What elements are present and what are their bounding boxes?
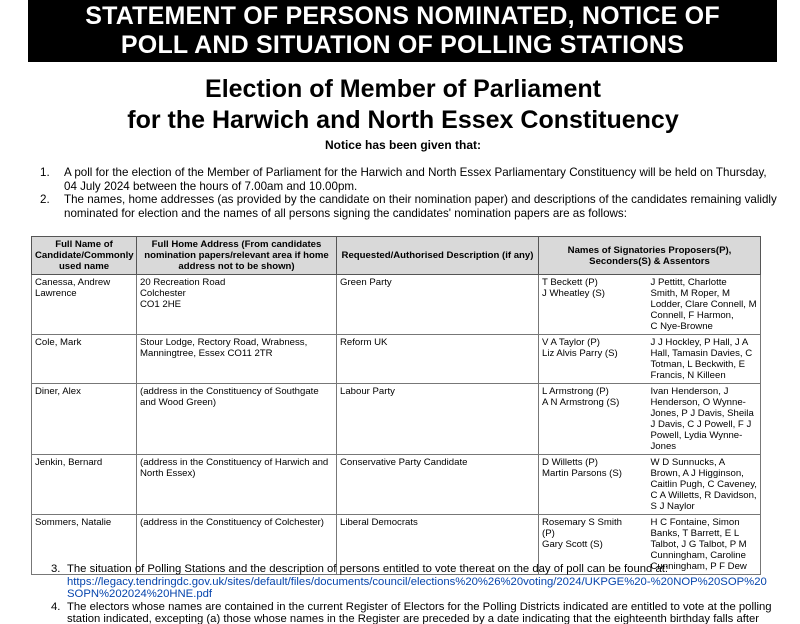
cell-description: Labour Party [337, 384, 539, 455]
cell-proposers-seconders [539, 335, 645, 384]
cell-assentors-line: H C Fontaine, Simon [650, 517, 740, 528]
cell-proposers-seconders-line: A N Armstrong (S) [542, 397, 620, 408]
header-signatories: Names of Signatories Proposers(P), Seconders(S) & Assentors [539, 237, 761, 275]
cell-proposers-seconders [539, 275, 645, 335]
cell-proposers-seconders-line: V A Taylor (P) [542, 337, 600, 348]
cell-home-address-line: CO1 2HE [140, 299, 182, 310]
cell-proposers-seconders-line: (P) [542, 528, 555, 539]
cell-proposers-seconders-line: Liz Alvis Parry (S) [542, 348, 618, 359]
title-line-1: Election of Member of Parliament [205, 75, 601, 103]
polling-stations-text: The situation of Polling Stations and the description of persons entitled to vote thereat on the day of poll can be found at: [67, 563, 669, 575]
item-number: 4. [51, 600, 61, 613]
cell-candidate-name [32, 384, 137, 455]
cell-description: Liberal Democrats [337, 515, 539, 575]
item-text [67, 563, 786, 601]
cell-home-address-line: (address in the Constituency of Southgate [140, 386, 319, 397]
cell-proposers-seconders [539, 384, 645, 455]
cell-home-address [137, 335, 337, 384]
cell-assentors-line: J Pettitt, Charlotte [650, 277, 727, 288]
cell-proposers-seconders-line: Rosemary S Smith [542, 517, 622, 528]
cell-home-address-line: Colchester [140, 288, 186, 299]
cell-home-address [137, 384, 337, 455]
cell-assentors-line: Brown, A J Higginson, [650, 468, 744, 479]
cell-description: Green Party [337, 275, 539, 335]
cell-proposers-seconders-line: Martin Parsons (S) [542, 468, 622, 479]
table-row [32, 335, 761, 384]
cell-assentors-line: Banks, T Barrett, E L [650, 528, 740, 539]
header-candidate-name: Full Name of Candidate/Commonly used name [32, 237, 137, 275]
cell-home-address-line: (address in the Constituency of Colchester) [140, 517, 324, 528]
table-header-row [32, 237, 761, 275]
intro-list [40, 166, 782, 220]
link-line-2: SOPN%202024%20HNE.pdf [67, 588, 213, 600]
page-title [0, 74, 800, 136]
cell-home-address-line: and Wood Green) [140, 397, 217, 408]
cell-assentors-line: Ivan Henderson, J [650, 386, 729, 397]
cell-candidate-name [32, 455, 137, 515]
cell-description: Reform UK [337, 335, 539, 384]
cell-assentors-line: Francis, N Killeen [650, 370, 726, 381]
item-number: 2. [40, 193, 50, 206]
cell-home-address-line: North Essex) [140, 468, 196, 479]
cell-proposers-seconders-line: T Beckett (P) [542, 277, 598, 288]
cell-assentors-line: Henderson, O Wynne- [650, 397, 746, 408]
cell-proposers-seconders-line: L Armstrong (P) [542, 386, 609, 397]
intro-item-1 [40, 166, 782, 193]
table-row [32, 455, 761, 515]
cell-assentors-line: C Nye-Browne [650, 321, 713, 332]
cell-assentors-line: Totman, L Beckwith, E [650, 359, 746, 370]
item-text: A poll for the election of the Member of Parliament for the Harwich and North Essex Parliamentary Constituency will be held on Thursday, 04 July 2024 between the hours of 7.00am and 10.00pm. [64, 166, 767, 193]
notice-heading: Notice has been given that: [324, 138, 482, 152]
cell-proposers-seconders-line: D Willetts (P) [542, 457, 598, 468]
cell-home-address-line: Stour Lodge, Rectory Road, Wrabness, [140, 337, 308, 348]
cell-proposers-seconders [539, 455, 645, 515]
cell-assentors [645, 275, 761, 335]
table-row [32, 384, 761, 455]
cell-assentors-line: J J Hockley, P Hall, J A [650, 337, 749, 348]
cell-assentors [645, 455, 761, 515]
cell-description: Conservative Party Candidate [337, 455, 539, 515]
cell-assentors-line: S J Naylor [650, 501, 695, 512]
outro-list [51, 563, 786, 624]
cell-home-address [137, 455, 337, 515]
cell-assentors [645, 335, 761, 384]
polling-stations-link[interactable] [67, 576, 786, 601]
item-text: The names, home addresses (as provided by the candidate on their nomination paper) and descriptions of the candidates remaining validly nominated for election and the names of all persons signing the candidates' nomination papers are as follows: [64, 193, 777, 220]
cell-assentors [645, 384, 761, 455]
banner-line-2: POLL AND SITUATION OF POLLING STATIONS [120, 31, 685, 59]
cell-home-address-line: 20 Recreation Road [140, 277, 226, 288]
cell-assentors-line: Talbot, J G Talbot, P M [650, 539, 747, 550]
cell-assentors-line: Smith, M Roper, M [650, 288, 730, 299]
outro-item-4 [51, 601, 786, 624]
cell-assentors-line: C A Willetts, R Davidson, [650, 490, 757, 501]
cell-assentors-line: J Davis, C J Powell, F J [650, 419, 752, 430]
cell-candidate-name [32, 275, 137, 335]
cell-assentors-line: Cunningham, Caroline [650, 550, 746, 561]
cell-candidate-name-line: Canessa, Andrew [35, 277, 111, 288]
candidates-table [31, 236, 761, 575]
cell-assentors-line: Lodder, Clare Connell, M [650, 299, 757, 310]
intro-item-2 [40, 193, 782, 220]
cell-assentors-line: Cunningham, P F Dew [650, 561, 747, 572]
cell-assentors-line: Jones [650, 441, 677, 452]
cell-proposers-seconders-line: J Wheatley (S) [542, 288, 605, 299]
link-line-1: https://legacy.tendringdc.gov.uk/sites/default/files/documents/council/elections%20%26%20voting/2024/UKPGE%20-%20NOP%20SOP%20 [67, 575, 767, 588]
header-banner [28, 0, 777, 62]
cell-assentors-line: Powell, Lydia Wynne- [650, 430, 743, 441]
item-text: The electors whose names are contained in the current Register of Electors for the Polling Districts indicated are entitled to vote at the polling station indicated, excepting (a) those whose names in the Register are preceded by a date indicating that the eighteenth birthday falls after [67, 600, 772, 624]
item-number: 3. [51, 563, 61, 575]
cell-candidate-name [32, 335, 137, 384]
cell-assentors-line: Jones, P J Davis, Sheila [650, 408, 754, 419]
cell-home-address [137, 275, 337, 335]
outro-item-3 [51, 563, 786, 601]
cell-candidate-name-line: Cole, Mark [35, 337, 82, 348]
item-number: 1. [40, 166, 50, 179]
header-home-address: Full Home Address (From candidates nomination papers/relevant area if home address not to be shown) [137, 237, 337, 275]
cell-candidate-name-line: Sommers, Natalie [35, 517, 112, 528]
cell-assentors-line: Caitlin Pugh, C Caveney, [650, 479, 757, 490]
table-row [32, 275, 761, 335]
cell-home-address-line: Manningtree, Essex CO11 2TR [140, 348, 273, 359]
cell-home-address-line: (address in the Constituency of Harwich and [140, 457, 329, 468]
cell-candidate-name-line: Jenkin, Bernard [35, 457, 103, 468]
header-description: Requested/Authorised Description (if any) [337, 237, 539, 275]
cell-candidate-name-line: Diner, Alex [35, 386, 81, 397]
cell-assentors-line: Connell, F Harmon, [650, 310, 734, 321]
cell-candidate-name-line: Lawrence [35, 288, 77, 299]
cell-proposers-seconders-line: Gary Scott (S) [542, 539, 603, 550]
banner-line-1: STATEMENT OF PERSONS NOMINATED, NOTICE OF [85, 2, 720, 30]
cell-assentors-line: W D Sunnucks, A [650, 457, 726, 468]
cell-assentors-line: Hall, Tamasin Davies, C [650, 348, 753, 359]
title-line-2: for the Harwich and North Essex Constituency [127, 106, 679, 134]
